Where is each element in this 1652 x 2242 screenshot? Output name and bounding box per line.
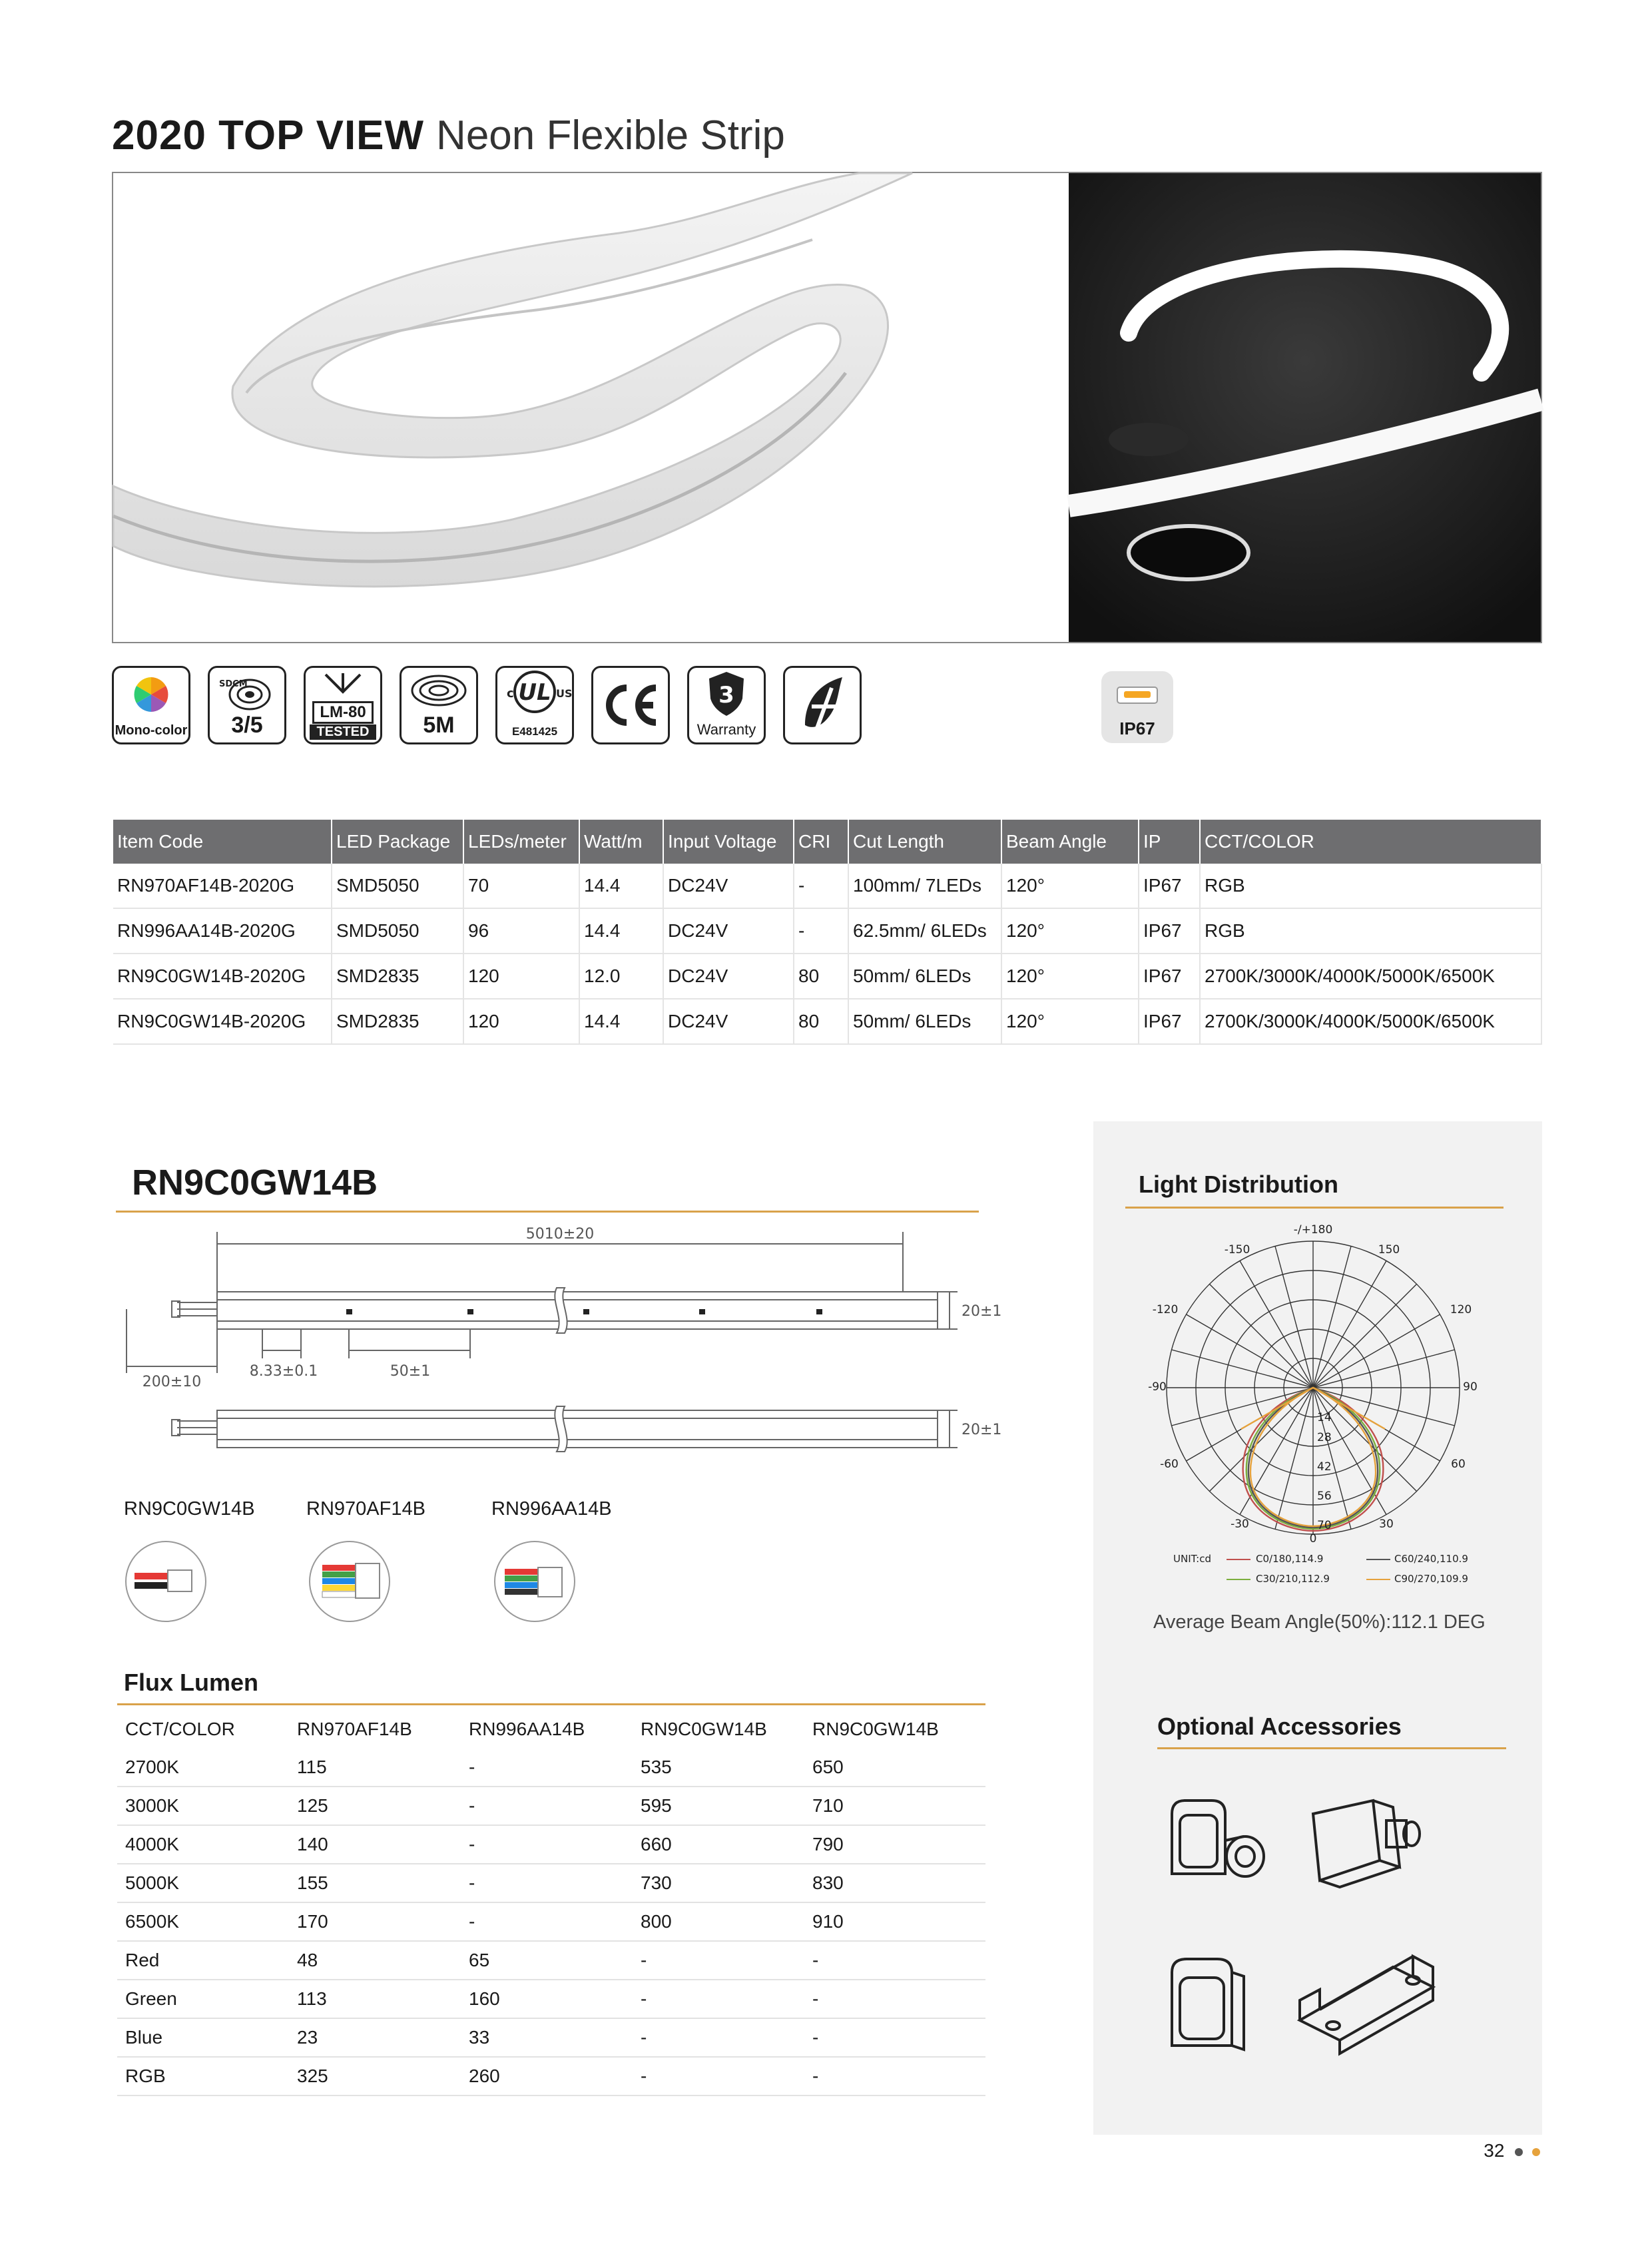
table-row (117, 1787, 985, 1825)
spec-header: Item Code (113, 820, 332, 864)
flux-header-row (117, 1710, 985, 1749)
cell: 535 (633, 1749, 804, 1787)
table-row (117, 1941, 985, 1980)
spec-header: Input Voltage (663, 820, 794, 864)
legend-c0: C0/180,114.9 (1256, 1553, 1324, 1565)
flux-header: RN996AA14B (469, 1719, 585, 1739)
cell: SMD2835 (332, 954, 463, 999)
cell: IP67 (1139, 999, 1200, 1044)
cell: DC24V (663, 954, 794, 999)
cell: 710 (804, 1787, 985, 1825)
angle-label: -/+180 (1293, 1223, 1333, 1237)
cell: - (461, 1825, 633, 1864)
cell: 65 (461, 1941, 633, 1980)
reel-label: 5M (423, 712, 455, 738)
cell: 730 (633, 1864, 804, 1902)
spec-header: Cut Length (848, 820, 1001, 864)
wire-diagram-rn9c0gw14b (123, 1538, 209, 1625)
cell: 4000K (117, 1825, 289, 1864)
flux-title: Flux Lumen (124, 1669, 259, 1696)
end-cap-with-connector-icon (1300, 1787, 1433, 1907)
table-row (117, 1980, 985, 2018)
cell: - (633, 2018, 804, 2057)
wire-diagram-rn996aa14b (491, 1538, 578, 1625)
cell: Red (117, 1941, 289, 1980)
spec-header: LEDs/meter (463, 820, 579, 864)
cell: SMD5050 (332, 908, 463, 954)
cell: 120 (463, 954, 579, 999)
svg-text:UL: UL (518, 679, 551, 706)
spec-header: IP (1139, 820, 1200, 864)
angle-label: 0 (1309, 1532, 1317, 1545)
spec-table (113, 820, 1542, 1045)
table-row (117, 2018, 985, 2057)
cell: RN970AF14B-2020G (113, 864, 332, 908)
table-row (113, 954, 1541, 999)
angle-label: -120 (1152, 1303, 1179, 1316)
length-dimension: 5010±20 (525, 1226, 595, 1243)
height-dimension: 20±1 (962, 1303, 1002, 1320)
page-number-block (1484, 2140, 1540, 2161)
legend-c30: C30/210,112.9 (1256, 1573, 1330, 1585)
cell: 62.5mm/ 6LEDs (848, 908, 1001, 954)
radial-label: 42 (1317, 1460, 1332, 1474)
cell: 100mm/ 7LEDs (848, 864, 1001, 908)
cell: 113 (289, 1980, 461, 2018)
cell: IP67 (1139, 864, 1200, 908)
cul-label: E481425 (511, 725, 558, 738)
pitch-dimension: 8.33±0.1 (249, 1363, 318, 1380)
cell: 80 (794, 954, 848, 999)
model-heading: RN9C0GW14B (132, 1163, 378, 1203)
table-row (113, 908, 1541, 954)
wire-label: RN970AF14B (306, 1498, 425, 1520)
tested-label: TESTED (310, 724, 376, 740)
cell: RN9C0GW14B-2020G (113, 999, 332, 1044)
page-number: 32 (1484, 2140, 1505, 2161)
mono-color-label: Mono-color (115, 723, 188, 738)
cell: 830 (804, 1864, 985, 1902)
cell: - (633, 2057, 804, 2096)
cell: - (804, 2018, 985, 2057)
cell: DC24V (663, 999, 794, 1044)
lead-dimension: 200±10 (142, 1374, 202, 1390)
right-panel (1093, 1121, 1542, 2135)
cell: RN996AA14B-2020G (113, 908, 332, 954)
step-label: 3/5 (231, 712, 263, 738)
ip67-icon (1101, 671, 1173, 743)
flux-header: RN970AF14B (297, 1719, 412, 1739)
cell: - (633, 1941, 804, 1980)
cell: 50mm/ 6LEDs (848, 999, 1001, 1044)
cell: 2700K/3000K/4000K/5000K/6500K (1200, 999, 1541, 1044)
step-macadam-icon (208, 666, 286, 744)
cell: - (804, 1941, 985, 1980)
angle-label: -30 (1231, 1518, 1249, 1531)
wire-label: RN9C0GW14B (124, 1498, 255, 1520)
cell: 125 (289, 1787, 461, 1825)
model-divider (116, 1211, 979, 1213)
cell: - (804, 1980, 985, 2018)
table-row (113, 864, 1541, 908)
cell: 70 (463, 864, 579, 908)
cell: DC24V (663, 864, 794, 908)
table-row (113, 999, 1541, 1044)
angle-label: -90 (1148, 1380, 1167, 1394)
reel-5m-icon (400, 666, 478, 744)
height-dimension-2: 20±1 (962, 1422, 1002, 1438)
polar-diagram (1120, 1215, 1519, 1587)
angle-label: -150 (1224, 1243, 1250, 1257)
spec-header: CCT/COLOR (1200, 820, 1541, 864)
cell: 790 (804, 1825, 985, 1864)
cell: 115 (289, 1749, 461, 1787)
cell: Green (117, 1980, 289, 2018)
cell: 120 (463, 999, 579, 1044)
cell: - (461, 1902, 633, 1941)
cell: 120° (1001, 954, 1139, 999)
cell: 48 (289, 1941, 461, 1980)
angle-label: 30 (1379, 1518, 1394, 1531)
cell: RGB (117, 2057, 289, 2096)
lm80-label: LM-80 (312, 701, 374, 724)
cell: - (794, 864, 848, 908)
cell: 33 (461, 2018, 633, 2057)
cell: 14.4 (579, 908, 663, 954)
cell: SMD2835 (332, 999, 463, 1044)
spec-header-row (113, 820, 1541, 864)
dot-orange-icon (1532, 2148, 1540, 2156)
table-row (117, 1825, 985, 1864)
cell: 3000K (117, 1787, 289, 1825)
flux-header: CCT/COLOR (125, 1719, 235, 1739)
cell: 2700K (117, 1749, 289, 1787)
strip-photo (113, 173, 1069, 642)
mounting-clip-icon (1293, 1940, 1446, 2074)
spec-header: LED Package (332, 820, 463, 864)
cul-us-icon (495, 666, 574, 744)
cell: 140 (289, 1825, 461, 1864)
cell: - (461, 1787, 633, 1825)
flux-header: RN9C0GW14B (812, 1719, 939, 1739)
unit-label: UNIT:cd (1173, 1553, 1211, 1565)
cell: Blue (117, 2018, 289, 2057)
cell: 650 (804, 1749, 985, 1787)
end-cap-with-hole-icon (1159, 1787, 1278, 1907)
warranty-label: Warranty (696, 721, 756, 738)
light-distribution-title: Light Distribution (1139, 1171, 1338, 1198)
product-photos (112, 172, 1542, 643)
cell: IP67 (1139, 954, 1200, 999)
cell: 14.4 (579, 999, 663, 1044)
title-light: Neon Flexible Strip (436, 113, 785, 158)
accessories-title: Optional Accessories (1157, 1713, 1402, 1740)
spec-header: Beam Angle (1001, 820, 1139, 864)
table-row (117, 2057, 985, 2096)
angle-label: 150 (1378, 1243, 1400, 1257)
cell: 910 (804, 1902, 985, 1941)
cell: - (633, 1980, 804, 2018)
cell: 260 (461, 2057, 633, 2096)
wire-diagram-rn970af14b (306, 1538, 393, 1625)
cell: 5000K (117, 1864, 289, 1902)
cell: RGB (1200, 908, 1541, 954)
accessories-divider (1157, 1747, 1506, 1749)
table-row (117, 1864, 985, 1902)
cell: 170 (289, 1902, 461, 1941)
cell: 595 (633, 1787, 804, 1825)
cell: IP67 (1139, 908, 1200, 954)
flux-table (117, 1710, 985, 2096)
cell: 660 (633, 1825, 804, 1864)
legend-c60: C60/240,110.9 (1394, 1553, 1468, 1565)
dimension-drawing (117, 1219, 1002, 1478)
radial-label: 14 (1317, 1411, 1332, 1424)
flux-divider (117, 1703, 985, 1705)
warranty-years: 3 (718, 682, 734, 708)
angle-label: -60 (1160, 1458, 1179, 1471)
page-title (112, 112, 785, 159)
cell: 6500K (117, 1902, 289, 1941)
cell: 96 (463, 908, 579, 954)
cell: RGB (1200, 864, 1541, 908)
dot-dark-icon (1515, 2148, 1523, 2156)
cell: DC24V (663, 908, 794, 954)
light-distribution-divider (1125, 1207, 1504, 1209)
svg-text:c: c (507, 687, 514, 701)
ce-icon (591, 666, 670, 744)
spec-header: Watt/m (579, 820, 663, 864)
wire-label: RN996AA14B (491, 1498, 612, 1520)
radial-label: 70 (1317, 1519, 1332, 1532)
cell: - (461, 1749, 633, 1787)
angle-label: 60 (1451, 1458, 1466, 1471)
angle-label: 90 (1463, 1380, 1478, 1394)
table-row (117, 1902, 985, 1941)
angle-label: 120 (1450, 1303, 1472, 1316)
ip67-label: IP67 (1119, 718, 1155, 738)
cell: 120° (1001, 999, 1139, 1044)
cell: 120° (1001, 908, 1139, 954)
warranty-icon (687, 666, 766, 744)
cell: 800 (633, 1902, 804, 1941)
cell: 325 (289, 2057, 461, 2096)
radial-label: 56 (1317, 1490, 1332, 1503)
title-bold: 2020 TOP VIEW (112, 113, 425, 158)
mono-color-icon (112, 666, 190, 744)
cell: 120° (1001, 864, 1139, 908)
cell: 12.0 (579, 954, 663, 999)
cell: - (794, 908, 848, 954)
cell: - (804, 2057, 985, 2096)
cell: 80 (794, 999, 848, 1044)
cell: RN9C0GW14B-2020G (113, 954, 332, 999)
cell: - (461, 1864, 633, 1902)
cell: 23 (289, 2018, 461, 2057)
flux-header: RN9C0GW14B (641, 1719, 767, 1739)
cell: SMD5050 (332, 864, 463, 908)
cut-dimension: 50±1 (390, 1363, 431, 1380)
cell: 2700K/3000K/4000K/5000K/6500K (1200, 954, 1541, 999)
lm80-icon (304, 666, 382, 744)
radial-label: 28 (1317, 1431, 1332, 1444)
beam-angle-text: Average Beam Angle(50%):112.1 DEG (1153, 1611, 1486, 1633)
cell: 160 (461, 1980, 633, 2018)
table-row (117, 1749, 985, 1787)
spec-header: CRI (794, 820, 848, 864)
cell: 14.4 (579, 864, 663, 908)
lit-strip-photo (1069, 173, 1541, 642)
end-cap-icon (1159, 1946, 1265, 2066)
dimmable-icon (783, 666, 862, 744)
svg-text:US: US (556, 687, 573, 700)
sdcm-text: SDCM (219, 679, 248, 689)
cell: 155 (289, 1864, 461, 1902)
cell: 50mm/ 6LEDs (848, 954, 1001, 999)
legend-c90: C90/270,109.9 (1394, 1573, 1468, 1585)
